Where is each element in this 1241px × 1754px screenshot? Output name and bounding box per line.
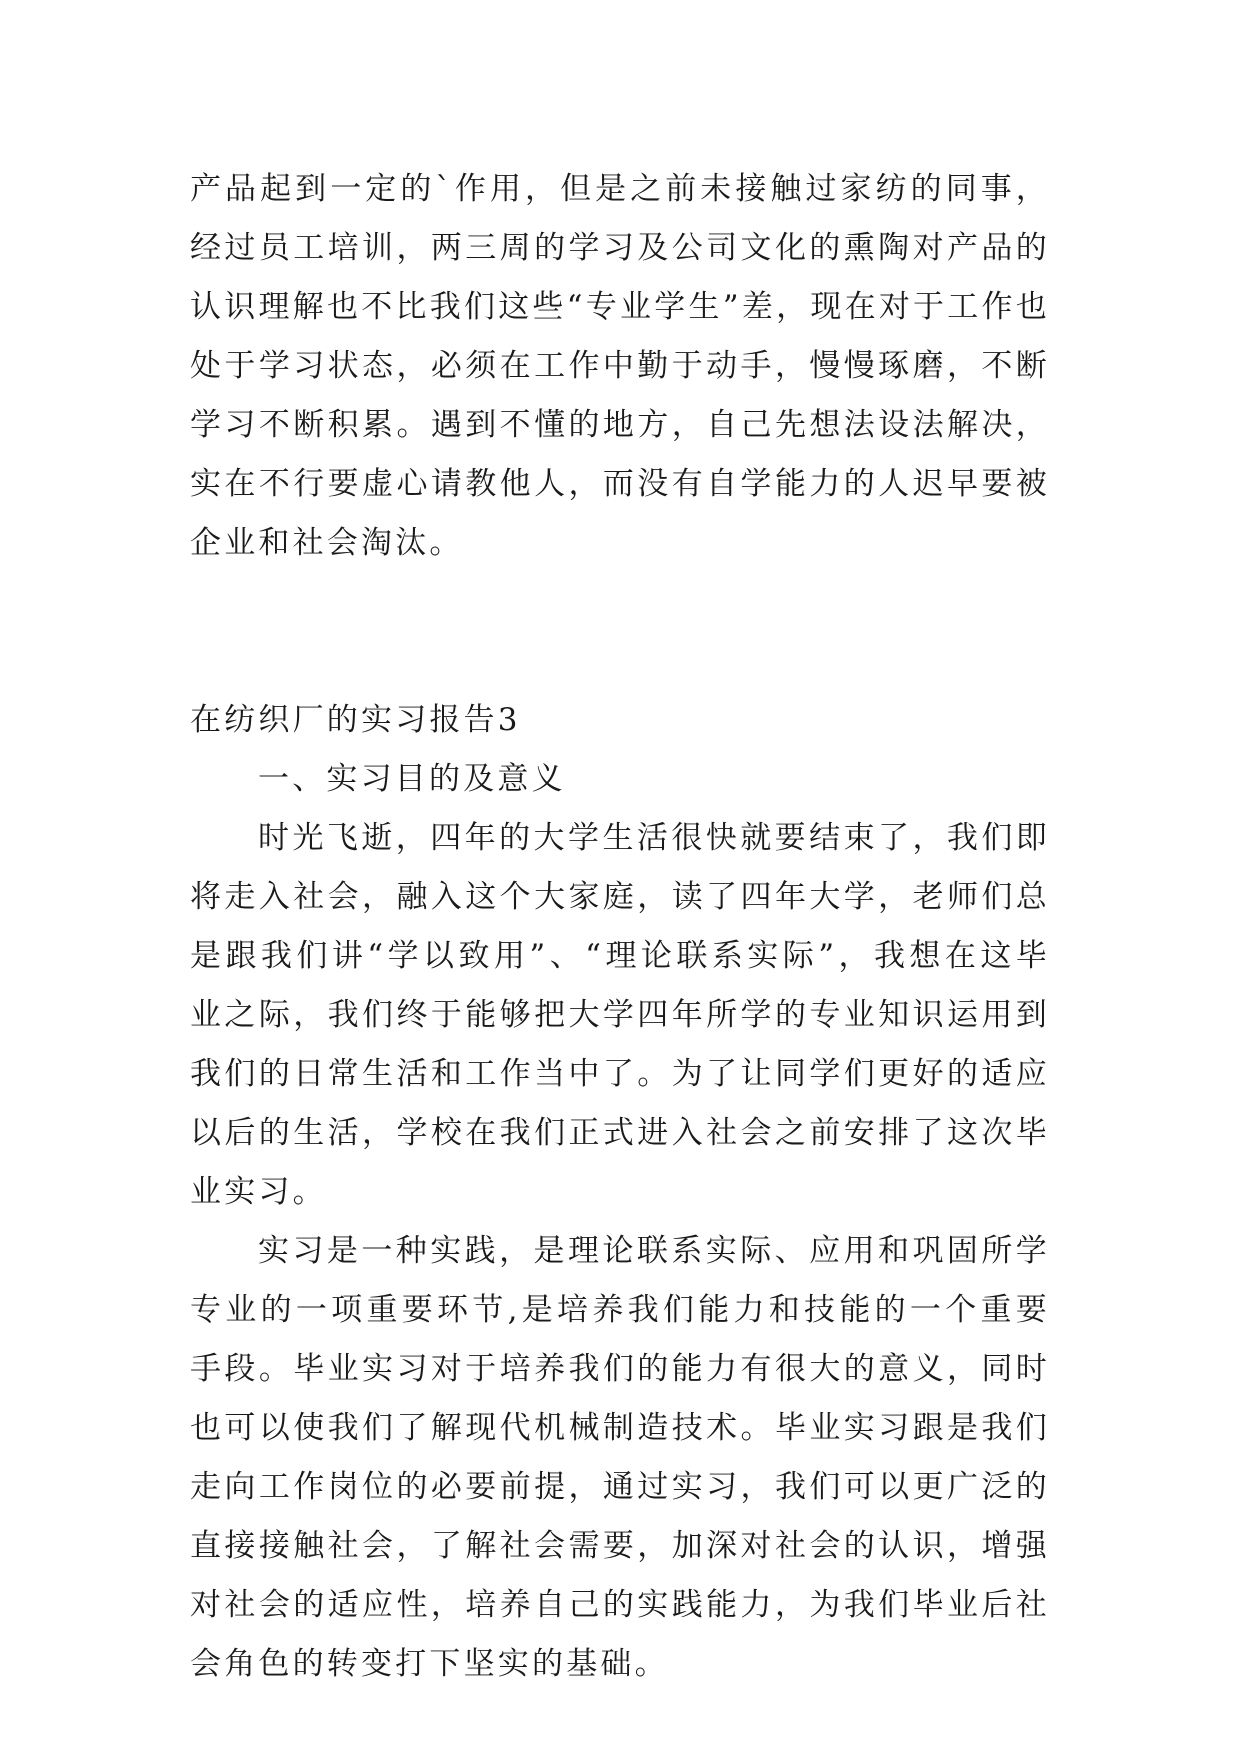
section-title: 在纺织厂的实习报告3 xyxy=(190,702,521,738)
document-body xyxy=(190,160,1050,1694)
section-spacer xyxy=(190,573,1050,691)
body-paragraph-1: 时光飞逝，四年的大学生活很快就要结束了，我们即将走入社会，融入这个大家庭，读了四年大学，老师们总是跟我们讲“学以致用”、“理论联系实际”，我想在这毕业之际，我们终于能够把大学四年所学的专业知识运用到我们的日常生活和工作当中了。为了让同学们更好的适应以后的生活，学校在我们正式进入社会之前安排了这次毕业实习。 xyxy=(190,820,1050,1210)
body-paragraph-2: 实习是一种实践，是理论联系实际、应用和巩固所学专业的一项重要环节,是培养我们能力和技能的一个重要手段。毕业实习对于培养我们的能力有很大的意义，同时也可以使我们了解现代机械制造技术。毕业实习跟是我们走向工作岗位的必要前提，通过实习，我们可以更广泛的直接接触社会，了解社会需要，加深对社会的认识，增强对社会的适应性，培养自己的实践能力，为我们毕业后社会角色的转变打下坚实的基础。 xyxy=(190,1233,1050,1682)
intro-paragraph: 产品起到一定的`作用，但是之前未接触过家纺的同事，经过员工培训，两三周的学习及公司文化的熏陶对产品的认识理解也不比我们这些“专业学生”差，现在对于工作也处于学习状态，必须在工作中勤于动手，慢慢琢磨，不断学习不断积累。遇到不懂的地方，自己先想法设法解决，实在不行要虚心请教他人，而没有自学能力的人迟早要被企业和社会淘汰。 xyxy=(190,171,1050,561)
subsection-heading: 一、实习目的及意义 xyxy=(258,761,566,797)
